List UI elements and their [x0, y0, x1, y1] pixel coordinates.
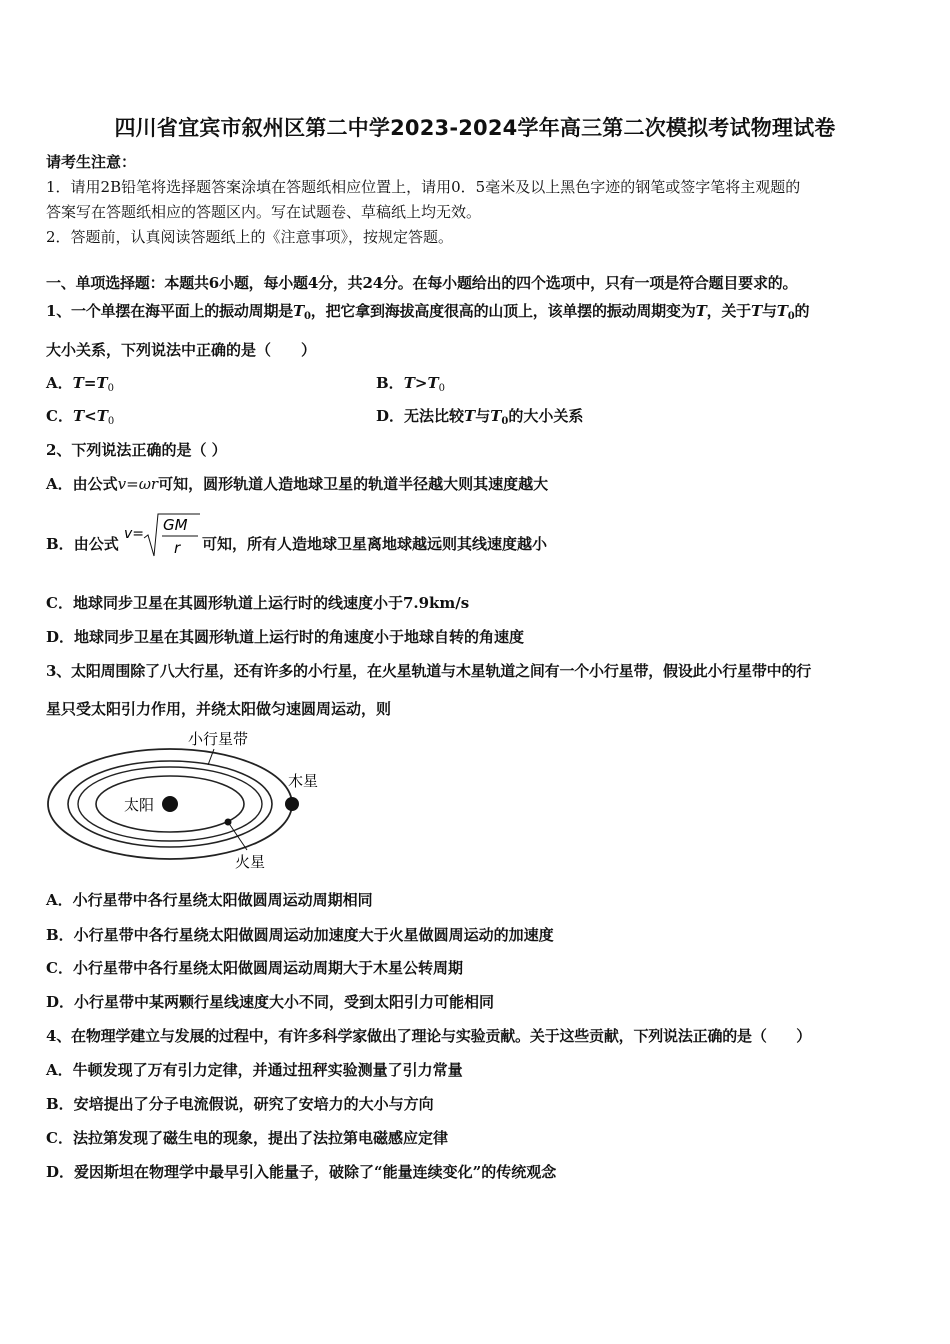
q3-option-a: A．小行星带中各行星绕太阳做圆周运动周期相同	[46, 891, 373, 909]
sun-dot	[162, 796, 178, 812]
jupiter-dot	[285, 797, 299, 811]
q4-stem: 4、在物理学建立与发展的过程中，有许多科学家做出了理论与实验贡献。关于这些贡献，下列说法正确的是（ ）	[46, 1027, 812, 1045]
formula-denominator: r	[174, 539, 181, 557]
q3-stem-line-2: 星只受太阳引力作用，并绕太阳做匀速圆周运动，则	[46, 700, 392, 718]
q3-option-d: D．小行星带中某两颗行星线速度大小不同，受到太阳引力可能相同	[46, 993, 495, 1011]
q2-stem: 2、下列说法正确的是（ ）	[46, 441, 227, 459]
asteroid-belt-figure	[44, 722, 334, 880]
q4-option-a: A．牛顿发现了万有引力定律，并通过扭秤实验测量了引力常量	[46, 1061, 463, 1079]
asteroid-belt-label: 小行星带	[188, 730, 249, 748]
q3-stem-line-1: 3、太阳周围除了八大行星，还有许多的小行星，在火星轨道与木星轨道之间有一个小行星带，假设此小行星带中的行	[46, 662, 812, 680]
q1-stem-line-1: 1、一个单摆在海平面上的振动周期是$T_0$，把它拿到海拔高度很高的山顶上，该单摆的振动周期变为T，关于T与$T_0$的	[46, 302, 810, 322]
formula-v-equals: v=	[124, 526, 145, 542]
q3-option-c: C．小行星带中各行星绕太阳做圆周运动周期大于木星公转周期	[46, 959, 463, 977]
q1-option-b: B．$T>T_0$	[376, 374, 445, 394]
formula-numerator: GM	[163, 516, 188, 534]
sun-label: 太阳	[124, 796, 155, 814]
exam-title: 四川省宜宾市叙州区第二中学2023-2024学年高三第二次模拟考试物理试卷	[114, 116, 836, 140]
q1-stem-line-2: 大小关系，下列说法中正确的是（ ）	[46, 341, 317, 359]
q4-option-d: D．爱因斯坦在物理学中最早引入能量子，破除了“能量连续变化”的传统观念	[46, 1163, 557, 1181]
jupiter-label: 木星	[288, 772, 319, 790]
q2-option-a: A．由公式v=ωr可知，圆形轨道人造地球卫星的轨道半径越大则其速度越大	[46, 475, 549, 493]
notice-item-2: 2．答题前，认真阅读答题纸上的《注意事项》，按规定答题。	[46, 228, 454, 246]
section-1-heading: 一、单项选择题：本题共6小题，每小题4分，共24分。在每小题给出的四个选项中，只有一项是符合题目要求的。	[46, 274, 798, 292]
q2-option-b-text: 可知，所有人造地球卫星离地球越远则其线速度越小	[202, 535, 548, 553]
notice-item-1-line-2: 答案写在答题纸相应的答题区内。写在试题卷、草稿纸上均无效。	[46, 203, 482, 221]
q2-option-c: C．地球同步卫星在其圆形轨道上运行时的线速度小于7.9km/s	[46, 594, 470, 612]
q1-option-a: A．$T=T_0$	[46, 374, 114, 394]
notice-heading: 请考生注意：	[46, 153, 137, 171]
q4-option-c: C．法拉第发现了磁生电的现象，提出了法拉第电磁感应定律	[46, 1129, 448, 1147]
q2-option-b-label: B．由公式	[46, 535, 119, 553]
q1-option-d: D．无法比较T与$T_0$的大小关系	[376, 407, 584, 427]
q4-option-b: B．安培提出了分子电流假说，研究了安培力的大小与方向	[46, 1095, 434, 1113]
q2-formula-sqrt-gm-over-r	[124, 508, 202, 560]
q2-option-d: D．地球同步卫星在其圆形轨道上运行时的角速度小于地球自转的角速度	[46, 628, 525, 646]
q3-option-b: B．小行星带中各行星绕太阳做圆周运动加速度大于火星做圆周运动的加速度	[46, 926, 554, 944]
mars-label: 火星	[235, 853, 266, 871]
notice-item-1-line-1: 1．请用2B铅笔将选择题答案涂填在答题纸相应位置上，请用0．5毫米及以上黑色字迹的钢笔或签字笔将主观题的	[46, 178, 801, 196]
q1-option-c: C．$T<T_0$	[46, 407, 115, 427]
